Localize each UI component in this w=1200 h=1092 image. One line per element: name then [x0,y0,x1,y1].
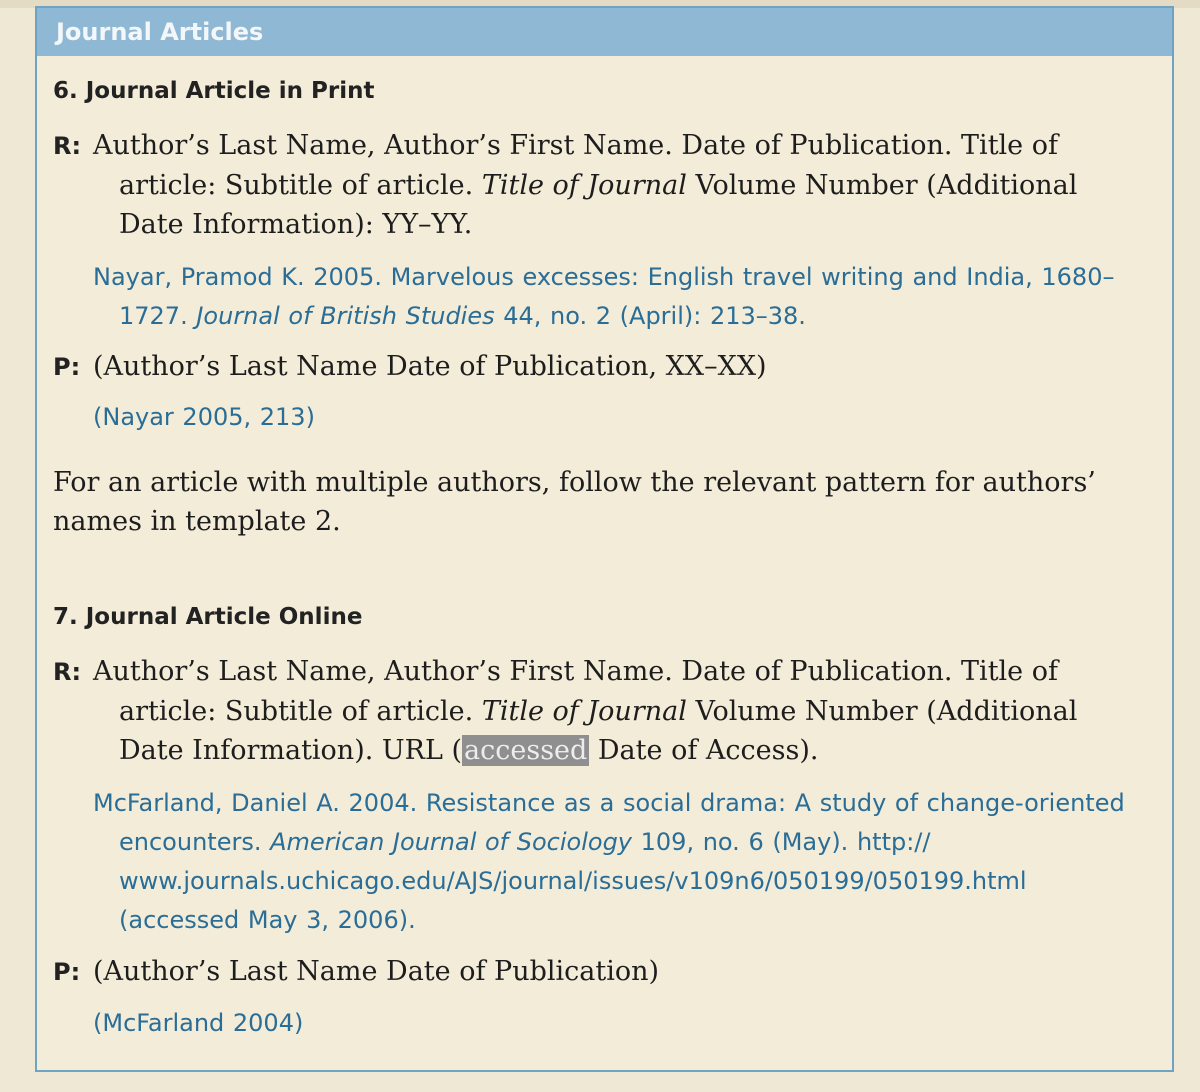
journal-articles-box [35,6,1174,1072]
example-text: McFarland, Daniel A. 2004. Resistance as a social drama: A study of change-oriented encounters. [93,789,1125,856]
example-journal-italic: American Journal of Sociology [270,828,633,856]
parenthetical-text: (Author’s Last Name Date of Publication) [93,956,660,987]
example-text: Nayar, Pramod K. 2005. Marvelous excesses: English travel writing and India, 1680–1727. [93,263,1115,330]
box-header: Journal Articles [37,8,1172,56]
parenthetical-tag: P: [53,958,81,986]
highlighted-word: accessed [464,735,588,766]
reference-text: Author’s Last Name, Author’s First Name. Date of Publication. Title of article: Subtitle of article. [93,656,1058,727]
parenthetical-template-print [53,347,1147,387]
reference-template-online [53,652,1147,770]
section-title-print: 6. Journal Article in Print [53,78,375,104]
section-title-online: 7. Journal Article Online [53,604,363,630]
parenthetical-example-print: (Nayar 2005, 213) [93,403,315,431]
parenthetical-template-online [53,952,1147,992]
example-text-end: 44, no. 2 (April): 213–38. [494,302,806,330]
example-text-end: 109, no. 6 (May). http:// www.journals.uchicago.edu/AJS/journal/issues/v109n6/050199/050199.html (accessed May 3, 2006). [119,828,1027,934]
reference-tag: R: [53,132,82,160]
reference-journal-italic: Title of Journal [481,696,687,727]
reference-example-print [93,258,1147,336]
reference-template-print [53,126,1147,244]
reference-example-online [93,784,1147,940]
reference-text-end: Date of Access). [589,735,819,766]
reference-text: Author’s Last Name, Author’s First Name. Date of Publication. Title of article: Subtitle of article. [93,130,1058,201]
reference-tag: R: [53,658,82,686]
reference-text-mid: Volume Number (Additional Date Information). URL ( [119,696,1078,766]
reference-text-end: Volume Number (Additional Date Information): YY–YY. [119,170,1078,240]
reference-journal-italic: Title of Journal [481,170,687,201]
parenthetical-text: (Author’s Last Name Date of Publication, XX–XX) [93,351,767,382]
multiple-authors-note: For an article with multiple authors, follow the relevant pattern for authors’ names in template 2. [53,467,1096,537]
parenthetical-example-online: (McFarland 2004) [93,1009,304,1037]
parenthetical-tag: P: [53,353,81,381]
example-journal-italic: Journal of British Studies [196,302,495,330]
